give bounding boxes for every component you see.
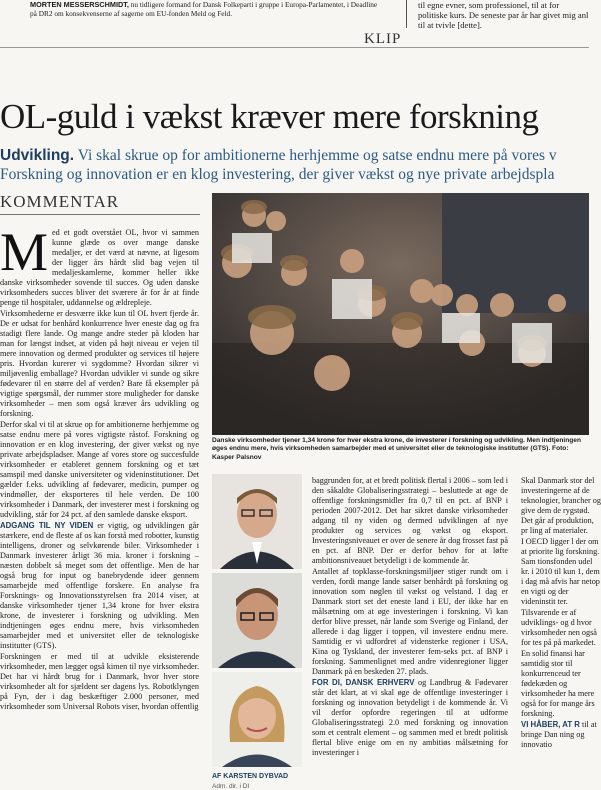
- subhead-lead: Udvikling.: [0, 147, 75, 164]
- paragraph-text: og Landbrug & Fødevarer står det klart, at vi skal øge de offentlige investeringer i forskning og innovation betydeligt i de kommende år. Vi vil derfor opfordre regeringen til at udforme Globaliseringsstrategi 2.0 med forskning og innovation som et centralt element – og sammen med et bredt politisk flertal blive enige om en ny ambitiøs målsætning for investeringer i: [312, 678, 509, 757]
- portrait-3: [212, 672, 302, 767]
- kicker-rule: [0, 214, 200, 215]
- paragraph: I OECD ligger l der om at priorite lig forskning. Sam tionsfonden udel kr. i 2010 til kun 1, dem i dag må afvis har netop en vigti og der videninstit ter.: [521, 537, 600, 606]
- photo-caption: Danske virksomheder tjener 1,34 krone for hver ekstra krone, de investerer i forskning og udvikling. Men indtjeningen øges endnu mere, hvis virksomheden samarbejder med et universitet eller de teknologiske institutter (GTS). Foto: Kasper Palsnov: [212, 437, 581, 461]
- paragraph: Tilsvarende er af udviklings- og d hvor virksomheder nen også for tes på på markedet.: [521, 608, 597, 647]
- paragraph-text: til at bringe Dan ning og innovatio: [521, 720, 597, 749]
- top-byline: [30, 0, 382, 18]
- paragraph: baggrunden for, at et bredt politisk flertal i 2006 – som led i den såkaldte Globaliseringsstrategi – besluttede at øge de offentlige forskningsmidler fra 0,7 til en pct. af BNP i perioden 2007-2012. Det har sikret danske virksomheder adgang til ny viden og dermed udviklingen af nye produkter og services og vækst og eksport. Investeringsniveauet er over de senere år dog frosset fast på en pct. af BNP. Der er derfor behov for at løfte ambitionsniveauet betydeligt i de kommende år.: [312, 476, 508, 565]
- article-column-2: [312, 476, 508, 759]
- section-rule: [0, 47, 589, 48]
- paragraph: En solid finansi har samtidig stor til konkurrenceud ter fødekæden og virksomheder ha mere også for for mange års forskning.: [521, 649, 595, 718]
- signoff: AF KARSTEN DYBVAD: [212, 773, 289, 780]
- subhead: [0, 146, 600, 184]
- subhead-line1: Vi skal skrue op for ambitionerne herhjemme og satse endnu mere på vores v: [77, 147, 557, 164]
- paragraph: Derfor skal vi til at skrue op for ambitionerne herhjemme og satse endnu mere på vores vigtigste råstof. Forskning og innovation er en klog investering, der giver vækst og nye private arbejdspladser. Mange af vores store og succesfulde virksomheder er etableret gennem forskning og et tæt samspil med danske universiteter og videninstitutioner. Det gælder f.eks. udvikling af fødevarer, medicin, pumper og vindmøller, der eksporteres til hele verden. De 100 virksomheder i Danmark, der investerer mest i forskning og udvikling, står for 24 pct. af den samlede danske eksport.: [0, 420, 199, 519]
- signoff-title: Adm. dir. i DI: [212, 783, 250, 790]
- top-right-text: til egne evner, som professionel, til at for politiske kurs. De seneste par år har givet mig anl til at tvivle [dette].: [418, 0, 589, 30]
- top-byline-name: MORTEN MESSERSCHMIDT,: [30, 0, 129, 9]
- paragraph-lead: FOR DI, DANSK ERHVERV: [312, 678, 415, 687]
- paragraph: [312, 678, 508, 758]
- paragraph-text: ed et godt overstået OL, hvor vi sammen kunne glæde os over mange danske medaljer, er det værd at nævne, at ligesom der ligger års hårdt slid bag vejen til medaljeskamlerne, kommer heller ikke danske virksomheder sovende til succes. Og uden danske virksomheders succes bliver det sværere år for år at finde penge til hospitaler, uddannelse og ældrepleje.: [0, 228, 199, 307]
- paragraph: [0, 222, 199, 308]
- section-label: KLIP: [364, 31, 402, 47]
- subhead-line2: Forskning og innovation er en klog investering, der giver vækst og nye private arbejdspla: [0, 166, 555, 183]
- paragraph: [521, 720, 601, 750]
- portrait-2: [212, 573, 302, 668]
- dropcap: M: [0, 222, 49, 282]
- kicker: KOMMENTAR: [0, 192, 120, 211]
- paragraph-lead: VI HÅBER, AT R: [521, 720, 580, 729]
- article-column-1: [0, 222, 199, 713]
- portrait-1: [212, 474, 302, 569]
- paragraph: Forskningen er med til at udvikle eksisterende virksomheder, men lægger også kimen til nye virksomheder. Det har vi hårdt brug for i Danmark, hvor hver store virksomheder alt for sjældent ser dagens lys. Robotklyngen på Fyn, der i dag beskæftiger 2.000 personer, med virksomheder som Universal Robots viser, hvordan offentlig: [0, 652, 199, 711]
- paragraph-text: er vigtig, og udviklingen går stærkere, end de fleste af os kan forstå med robotter, kunstig intelligens, droner og selvkørende biler. Virksomheder i Danmark investerer årligt 36 mia. kroner i forskning – næsten dobbelt så meget som det offentlige. Men de har også brug for input og banebrydende ideer gennem samarbejde med offentlige forskere. En analyse fra Forsknings- og Innovationsstyrelsen fra 2014 viser, at danske virksomheder tjener 1,34 krone for hver ekstra krone, de investerer i forskning og udvikling. Men indtjeningen øges endnu mere, hvis virksomheden samarbejder med et universitet eller de teknologiske institutter (GTS).: [0, 521, 199, 650]
- column-divider: [406, 0, 407, 28]
- top-byline-text: nu tidligere formand for Dansk Folkeparti i gruppe i Europa-Parlamentet, i Deadline på DR2 om konsekvenserne af sagerne om EU-fonden Meld og Feld.: [30, 0, 378, 18]
- article-column-3: [521, 476, 601, 751]
- paragraph-lead: ADGANG TIL NY VIDEN: [0, 521, 94, 530]
- paragraph: [0, 521, 199, 651]
- lecture-hall-photo: [212, 193, 589, 435]
- paragraph: Antallet af topklasse-forskningsmiljøer stiger rundt om i verden, fordi mange lande satser benhårdt på forskning og innovation som nøglen til vækst og velstand. I dag er Danmark stort set det eneste land i EU, der ikke har en målsætning om at øge investeringen i forskning. Vi kan derfor blive presset, når lande som Sverige og Finland, der allerede i dag ligger i toppen, vil investere endnu mere. Samtidig er vi udfordret af vidensterke regioner i USA, Kina og Tyskland, der investerer fem-seks pct. af BNP i forskning. Sammenlignet med andre videnregioner ligger Danmark på en beskeden 27. plads.: [312, 567, 508, 676]
- paragraph: Virksomhederne er desværre ikke kun til OL hvert fjerde år. De er udsat for benhård konkurrence hver eneste dag og fra stadigt flere lande. Og mange andre steder på kloden har man for længst indset, at viden på højt niveau er vejen til mere innovation og dermed produkter og services til højere pris. Hvordan kurerer vi sygdomme? Hvordan sikrer vi miljøvenlig emballage? Hvordan udvikler vi sunde og sikre fødevarer til en større del af verden? Bare få eksempler på vigtige spørgsmål, der rummer store muligheder for danske virksomheder – men som også kræver års udvikling og forskning.: [0, 309, 199, 418]
- photo-illustration: [212, 193, 589, 435]
- paragraph: Skal Danmark stor del investeringerne af de teknologier, brancher og give dem de rygstød. Det går af produktion, pr ling af materialer.: [521, 476, 601, 535]
- headline: OL-guld i vækst kræver mere forskning: [0, 97, 539, 136]
